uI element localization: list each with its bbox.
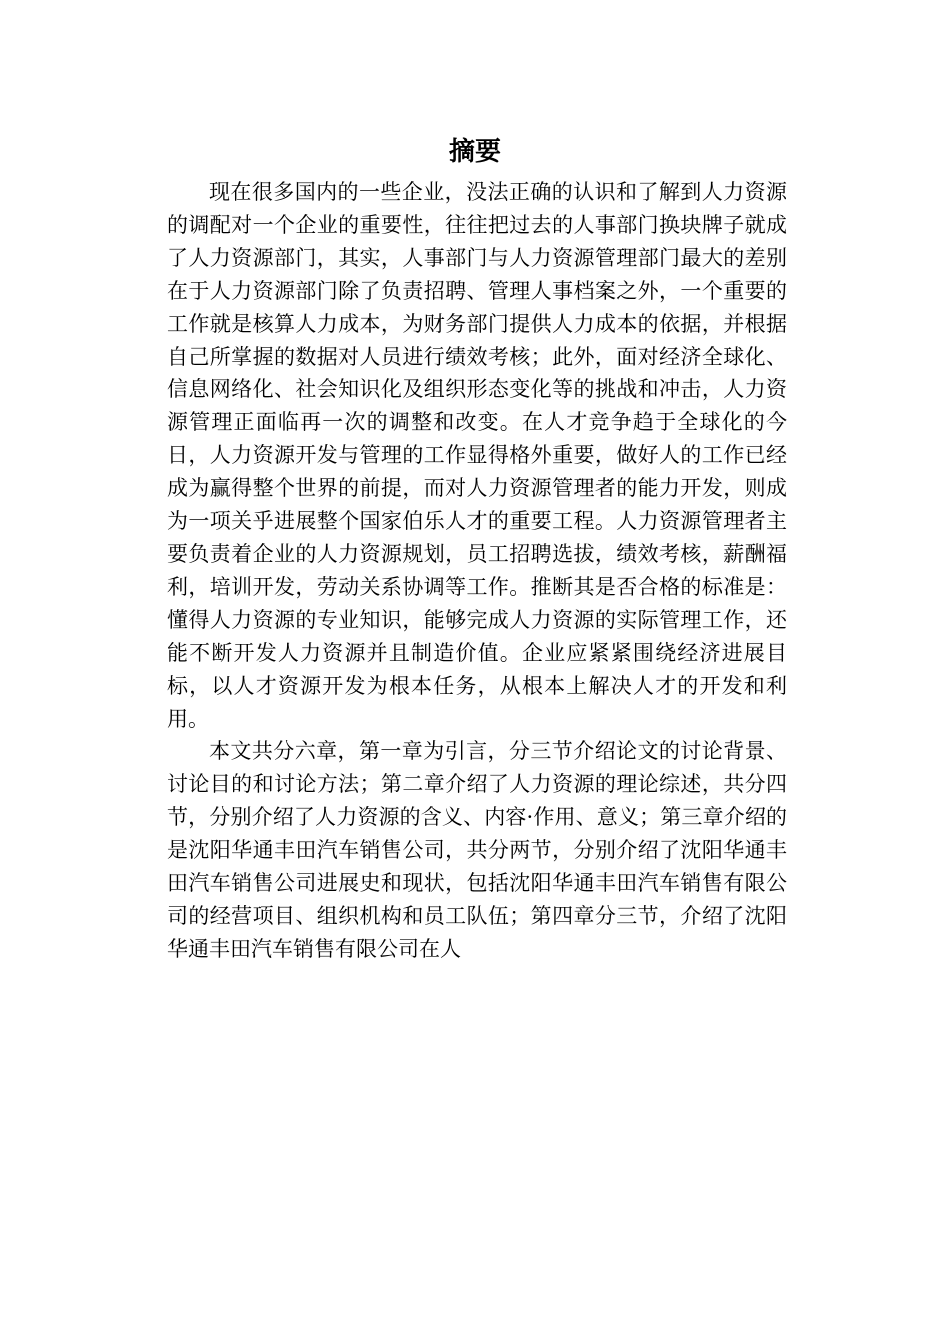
abstract-paragraph-1: 现在很多国内的一些企业，没法正确的认识和了解到人力资源的调配对一个企业的重要性，往往把过去的人事部门换块牌子就成了人力资源部门，其实，人事部门与人力资源管理部门最大的差别在于人力资源部门除了负责招聘、管理人事档案之外，一个重要的工作就是核算人力成本，为财务部门提供人力成本的依据，并根据自己所掌握的数据对人员进行绩效考核；此外，面对经济全球化、信息网络化、社会知识化及组织形态变化等的挑战和冲击，人力资源管理正面临再一次的调整和改变。在人才竞争趋于全球化的今日，人力资源开发与管理的工作显得格外重要，做好人的工作已经成为赢得整个世界的前提，而对人力资源管理者的能力开发，则成为一项关乎进展整个国家伯乐人才的重要工程。人力资源管理者主要负责着企业的人力资源规划，员工招聘选拔，绩效考核，薪酬福利，培训开发，劳动关系协调等工作。推断其是否合格的标准是：懂得人力资源的专业知识，能够完成人力资源的实际管理工作，还能不断开发人力资源并且制造价值。企业应紧紧围绕经济进展目标，以人才资源开发为根本任务，从根本上解决人才的开发和利用。 <box>167 180 787 731</box>
abstract-body <box>167 176 787 966</box>
page-title: 摘要 <box>448 137 501 167</box>
abstract-paragraph-2: 本文共分六章，第一章为引言，分三节介绍论文的讨论背景、讨论目的和讨论方法；第二章介绍了人力资源的理论综述，共分四节，分别介绍了人力资源的含义、内容·作用、意义；第三章介绍的是沈阳华通丰田汽车销售公司，共分两节，分别介绍了沈阳华通丰田汽车销售公司进展史和现状，包括沈阳华通丰田汽车销售有限公司的经营项目、组织机构和员工队伍；第四章分三节，介绍了沈阳华通丰田汽车销售有限公司在人 <box>167 739 787 961</box>
